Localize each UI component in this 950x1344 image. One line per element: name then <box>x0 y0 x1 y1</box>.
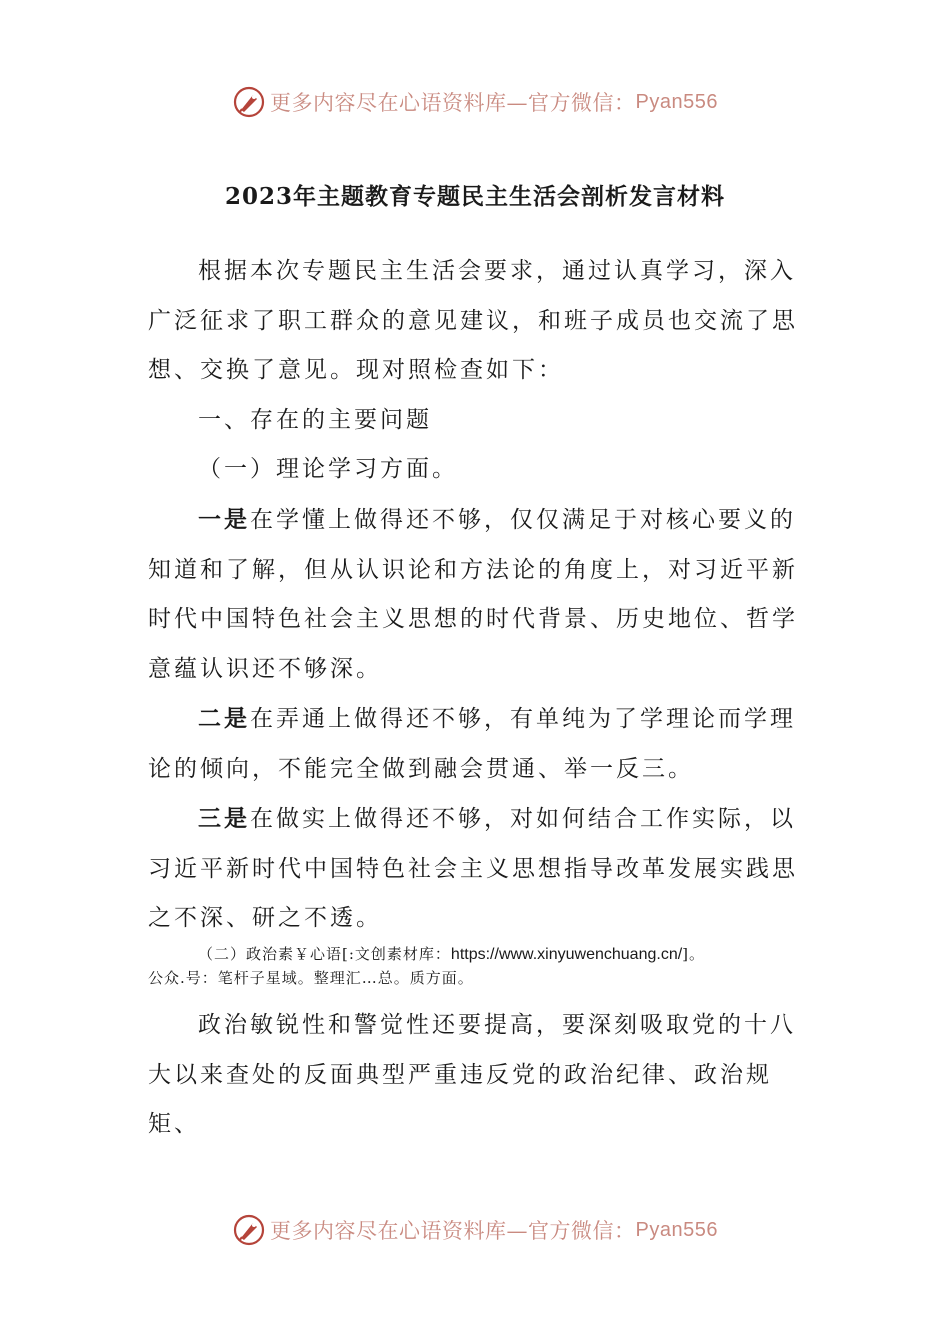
politics-suffix: ]。 <box>682 945 706 963</box>
item-1-text: 在学懂上做得还不够，仅仅满足于对核心要义的知道和了解，但从认识论和方法论的角度上，对习近平新时代中国特色社会主义思想的时代背景、历史地位、哲学意蕴认识还不够深。 <box>148 507 798 682</box>
subsection-heading-politics-line1 <box>148 942 808 967</box>
watermark-text: 更多内容尽在心语资料库—官方微信： <box>270 91 636 115</box>
item-1-paragraph <box>148 495 798 694</box>
document-title: 2023年主题教育专题民主生活会剖析发言材料 <box>224 183 725 210</box>
watermark-banner-top <box>0 82 950 122</box>
subsection-heading-politics-line2: 公众.号：笔杆子星域。整理汇…总。质方面。 <box>148 969 474 987</box>
politics-paragraph: 政治敏锐性和警觉性还要提高，要深刻吸取党的十八大以来查处的反面典型严重违反党的政治纪律、政治规矩、 <box>148 1012 796 1137</box>
item-2-paragraph <box>148 694 798 794</box>
politics-prefix: （二）政治素￥心语[:文创素材库： <box>198 945 451 963</box>
intro-paragraph: 根据本次专题民主生活会要求，通过认真学习，深入广泛征求了职工群众的意见建议，和班子成员也交流了思想、交换了意见。现对照检查如下： <box>148 258 798 383</box>
watermark-handle: Pyan556 <box>635 1218 718 1241</box>
watermark-handle: Pyan556 <box>635 90 718 113</box>
pen-nib-logo-icon <box>232 85 266 119</box>
item-2-text: 在弄通上做得还不够，有单纯为了学理论而学理论的倾向，不能完全做到融会贯通、举一反三。 <box>148 706 796 782</box>
item-1-lead: 一是 <box>198 506 250 533</box>
item-2-lead: 二是 <box>198 705 250 732</box>
resource-link[interactable]: https://www.xinyuwenchuang.cn/ <box>450 946 683 963</box>
subsection-heading-theory: （一）理论学习方面。 <box>198 456 458 482</box>
watermark-banner-bottom <box>0 1210 950 1250</box>
item-3-paragraph <box>148 794 798 944</box>
item-3-text: 在做实上做得还不够，对如何结合工作实际，以习近平新时代中国特色社会主义思想指导改革发展实践思之不深、研之不透。 <box>148 806 798 931</box>
item-3-lead: 三是 <box>198 805 250 832</box>
pen-nib-logo-icon <box>232 1213 266 1247</box>
section-heading-problems: 一、存在的主要问题 <box>198 407 432 433</box>
watermark-text: 更多内容尽在心语资料库—官方微信： <box>270 1219 636 1243</box>
